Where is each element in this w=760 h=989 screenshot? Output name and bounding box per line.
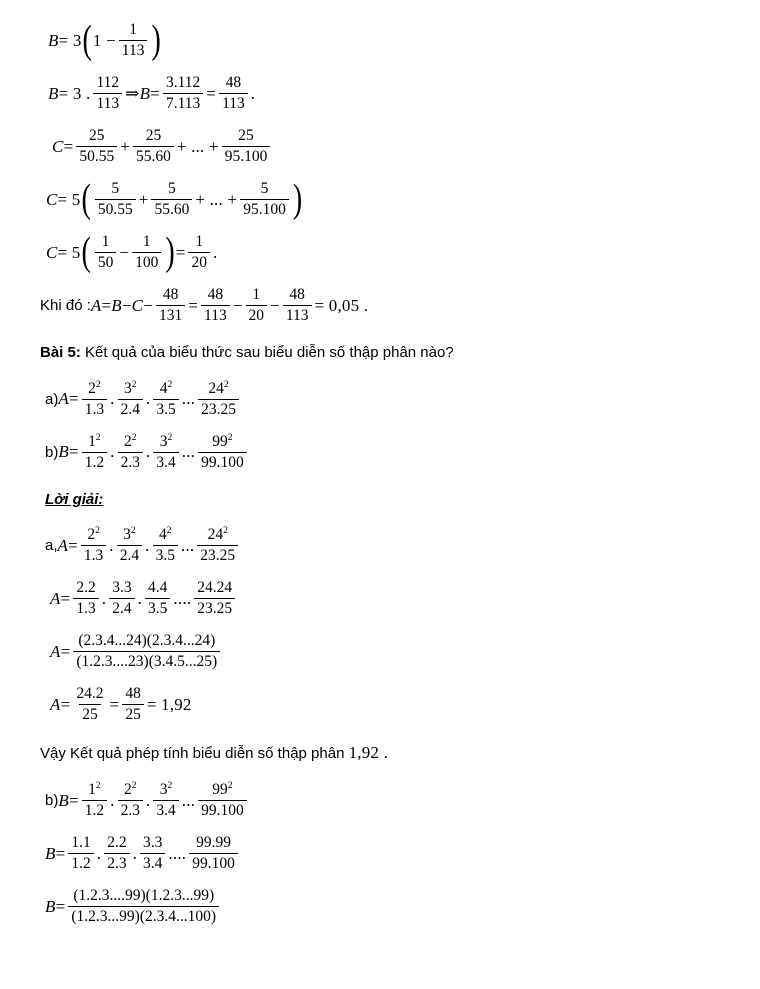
text-run: .	[145, 389, 151, 409]
text-run: =	[109, 694, 120, 714]
fraction-denominator: 3.4	[153, 800, 178, 821]
text-run: A	[50, 641, 61, 661]
solution-a-result	[40, 683, 730, 727]
fraction	[82, 781, 107, 820]
fraction-numerator: $3^2$	[123, 378, 137, 397]
text-run: −	[119, 242, 130, 262]
text-run: =	[101, 295, 112, 315]
fraction	[117, 526, 142, 565]
text-run: + ... +	[176, 136, 219, 156]
exponent: 2	[167, 431, 173, 443]
text-run: =	[68, 535, 78, 555]
exponent: 2	[223, 378, 229, 390]
exponent: 2	[131, 780, 137, 792]
text-run: C	[46, 242, 58, 262]
fraction-denominator: 95.100	[240, 199, 289, 220]
fraction	[240, 180, 289, 219]
fraction	[198, 781, 247, 820]
fraction-denominator: 3.5	[153, 545, 178, 566]
fraction	[68, 887, 219, 926]
fraction-numerator: 48	[225, 74, 242, 92]
text-run: =	[150, 83, 160, 103]
fraction	[95, 180, 136, 219]
text-run: B	[48, 30, 59, 50]
fraction	[82, 380, 107, 419]
exponent: 2	[95, 378, 101, 390]
fraction-numerator: 1	[195, 233, 204, 251]
fraction	[73, 579, 98, 618]
text-run: =	[188, 295, 199, 315]
fraction-denominator: 25	[79, 704, 101, 725]
fraction	[222, 127, 271, 166]
fraction-numerator: 1	[129, 21, 138, 39]
fraction-numerator: $24^2$	[208, 378, 229, 397]
formula-B-result	[40, 72, 730, 116]
fraction-numerator: (2.3.4...24)(2.3.4...24)	[78, 632, 216, 650]
formula-C-sum	[40, 125, 730, 169]
open-paren: (	[81, 229, 91, 275]
fraction-denominator: 131	[156, 305, 185, 326]
text-run: = 1,92	[146, 694, 192, 714]
fraction-denominator: 100	[132, 252, 161, 273]
fraction-numerator: 48	[207, 286, 224, 304]
exponent: 2	[227, 780, 233, 792]
fraction-denominator: 50.55	[95, 199, 136, 220]
fraction	[109, 579, 134, 618]
text-run: A	[50, 694, 61, 714]
text-run: =	[175, 242, 186, 262]
fraction-numerator: $99^2$	[212, 431, 233, 450]
fraction	[198, 380, 239, 419]
fraction-numerator: 5	[111, 180, 120, 198]
fraction-denominator: 23.25	[194, 598, 235, 619]
fraction-denominator: 1.3	[81, 545, 106, 566]
fraction	[93, 74, 122, 113]
text-run: .	[110, 791, 115, 811]
exponent: 2	[131, 378, 137, 390]
fraction	[219, 74, 248, 113]
fraction-numerator: 25	[145, 127, 162, 145]
text-run: =	[206, 83, 217, 103]
fraction-numerator: $1^2$	[88, 780, 101, 799]
problem-a	[40, 378, 730, 422]
fraction-numerator: 4.4	[148, 579, 168, 597]
fraction	[151, 180, 192, 219]
fraction-numerator: 24.24	[197, 579, 233, 597]
text-run: +	[120, 136, 131, 156]
text-run: a,	[45, 537, 58, 555]
fraction	[81, 526, 106, 565]
fraction-denominator: 1.3	[82, 399, 107, 420]
fraction-denominator: 23.25	[197, 545, 238, 566]
fraction-numerator: 99.99	[196, 834, 231, 852]
text-run: +	[138, 189, 149, 209]
text-run: =	[63, 136, 74, 156]
fraction-numerator: 3.3	[112, 579, 132, 597]
close-paren: )	[151, 17, 161, 63]
fraction-denominator: 55.60	[133, 146, 174, 167]
fraction-numerator: $2^2$	[88, 378, 101, 397]
text-run: .	[101, 588, 107, 608]
fraction	[153, 781, 178, 820]
fraction-denominator: 99.100	[189, 853, 238, 874]
text-run: .	[145, 442, 151, 462]
fraction-denominator: 3.4	[153, 452, 178, 473]
fraction-denominator: 2.4	[109, 598, 134, 619]
fraction-denominator: 50.55	[76, 146, 117, 167]
fraction	[118, 380, 143, 419]
fraction	[246, 286, 268, 325]
fraction-numerator: 5	[260, 180, 269, 198]
text-run: .	[145, 535, 150, 555]
text-run: C	[52, 136, 64, 156]
fraction-denominator: 2.3	[104, 853, 129, 874]
fraction-numerator: 5	[168, 180, 176, 198]
text-run: =	[60, 694, 71, 714]
text-run: B	[111, 295, 122, 315]
text-run: = 5	[57, 189, 81, 209]
fraction	[82, 433, 107, 472]
fraction-denominator: 25	[122, 704, 144, 725]
fraction	[122, 685, 144, 724]
text-run: B	[58, 791, 69, 811]
text-run: 1 −	[92, 30, 116, 50]
text-run: ...	[181, 389, 196, 409]
fraction-numerator: $4^2$	[159, 378, 173, 397]
fraction	[118, 433, 143, 472]
text-run: ...	[181, 791, 196, 811]
fraction-denominator: 23.25	[198, 399, 239, 420]
fraction	[133, 127, 174, 166]
text-run: .	[110, 389, 115, 409]
fraction	[140, 834, 165, 873]
text-run: Khi đó :	[40, 297, 91, 315]
text-run: −	[270, 295, 280, 315]
fraction-denominator: 2.4	[118, 399, 143, 420]
fraction	[145, 579, 170, 618]
fraction-numerator: $4^2$	[158, 525, 172, 544]
text-run: B	[48, 83, 59, 103]
text-run: .	[137, 588, 143, 608]
text-run: ...	[181, 442, 196, 462]
fraction	[201, 286, 230, 325]
fraction-denominator: 2.3	[118, 452, 143, 473]
fraction-numerator: 25	[89, 127, 105, 145]
fraction	[68, 834, 93, 873]
document-body	[40, 19, 730, 929]
fraction-denominator: 1.2	[82, 800, 107, 821]
fraction	[153, 526, 178, 565]
fraction-numerator: 112	[96, 74, 120, 92]
text-run: .	[132, 844, 138, 864]
fraction-denominator: 113	[283, 305, 312, 326]
fraction	[189, 834, 238, 873]
text-run: B	[139, 83, 151, 103]
text-run: =	[68, 389, 79, 409]
fraction-numerator: 48	[289, 286, 305, 304]
fraction	[197, 526, 238, 565]
text-run: =	[60, 641, 71, 661]
text-run: B	[45, 897, 56, 917]
fraction-denominator: 2.3	[118, 800, 143, 821]
text-run: A	[57, 535, 69, 555]
fraction-numerator: 48	[162, 286, 179, 304]
fraction-denominator: 113	[93, 93, 122, 114]
text-run: =	[55, 844, 66, 864]
text-run: =	[55, 897, 66, 917]
text-run: −	[232, 295, 243, 315]
fraction-numerator: (1.2.3....99)(1.2.3...99)	[73, 887, 215, 905]
exponent: 2	[130, 525, 136, 537]
exponent: 2	[167, 780, 173, 792]
solution-b-step2	[40, 832, 730, 876]
text-run: .	[109, 535, 114, 555]
fraction-numerator: $3^2$	[159, 431, 173, 450]
fraction-denominator: 55.60	[151, 199, 192, 220]
exponent: 2	[95, 780, 101, 792]
text-run: .	[96, 844, 102, 864]
fraction	[76, 127, 117, 166]
solution-a-step1	[40, 524, 730, 568]
exponent: 2	[131, 431, 137, 443]
fraction-numerator: 1.1	[71, 834, 91, 852]
fraction-denominator: 20	[188, 252, 210, 273]
fraction-denominator: 113	[119, 40, 148, 61]
fraction-denominator: 99.100	[198, 452, 247, 473]
fraction-denominator: (1.2.3....23)(3.4.5...25)	[73, 651, 220, 672]
text-run: Kết quả của biểu thức sau biểu diễn số thập phân nào?	[85, 344, 454, 361]
text-run: ....	[173, 588, 192, 608]
fraction	[198, 433, 247, 472]
fraction-denominator: 1.3	[73, 598, 98, 619]
exponent: 2	[166, 525, 172, 537]
fraction-numerator: $3^2$	[159, 780, 173, 799]
text-run: = 0,05 .	[314, 295, 369, 315]
exponent: 2	[167, 378, 173, 390]
text-run: .	[145, 791, 151, 811]
fraction-denominator: 95.100	[222, 146, 271, 167]
fraction	[188, 233, 210, 272]
fraction-numerator: $2^2$	[87, 525, 100, 544]
exponent: 2	[227, 431, 233, 443]
fraction-numerator: 3.3	[143, 834, 163, 852]
fraction-numerator: $3^2$	[123, 525, 136, 544]
exponent: 2	[223, 525, 228, 537]
text-run: B	[58, 442, 69, 462]
fraction-numerator: 48	[125, 685, 141, 703]
fraction	[119, 21, 148, 60]
fraction-numerator: 3.112	[165, 74, 201, 92]
fraction-numerator: 24.2	[76, 685, 104, 703]
fraction	[73, 632, 220, 671]
bai5-heading	[40, 343, 730, 363]
fraction	[104, 834, 129, 873]
formula-C-factored	[40, 178, 730, 222]
formula-B-definition	[40, 19, 730, 63]
text-run: Vậy Kết quả phép tính biểu diễn số thập phân	[40, 745, 349, 762]
text-run: = 3 .	[58, 83, 91, 103]
fraction-denominator: 50	[95, 252, 117, 273]
text-run: A	[58, 389, 69, 409]
solution-a-step3	[40, 630, 730, 674]
fraction-numerator: 1	[142, 233, 151, 251]
fraction	[283, 286, 312, 325]
fraction-numerator: $24^2$	[207, 525, 228, 544]
text-run: ⇒	[125, 83, 140, 103]
fraction-numerator: $2^2$	[123, 431, 137, 450]
text-run: a)	[45, 390, 59, 408]
fraction-denominator: (1.2.3...99)(2.3.4...100)	[68, 906, 219, 927]
fraction-numerator: 25	[238, 127, 254, 145]
exponent: 2	[95, 525, 100, 537]
open-paren: (	[82, 17, 92, 63]
text-run: Lời giải:	[45, 490, 104, 508]
fraction-denominator: 2.4	[117, 545, 142, 566]
fraction-denominator: 7.113	[163, 93, 203, 114]
fraction	[156, 286, 185, 325]
fraction	[194, 579, 235, 618]
text-run: C	[131, 295, 144, 315]
open-paren: (	[81, 176, 91, 222]
fraction-denominator: 3.5	[145, 598, 170, 619]
fraction	[153, 433, 178, 472]
fraction-numerator: 1	[101, 233, 110, 251]
fraction-denominator: 1.2	[82, 452, 107, 473]
solution-b-step1	[40, 779, 730, 823]
solution-b-step3	[40, 885, 730, 929]
problem-b	[40, 431, 730, 475]
text-run: ....	[168, 844, 187, 864]
text-run: ...	[180, 535, 195, 555]
khi-do-conclusion	[40, 284, 730, 328]
text-run: 1,92 .	[348, 743, 389, 762]
formula-C-result	[40, 231, 730, 275]
text-run: .	[212, 242, 218, 262]
fraction-numerator: $99^2$	[212, 780, 233, 799]
fraction	[163, 74, 203, 113]
text-run: B	[45, 844, 56, 864]
text-run: + ... +	[195, 189, 238, 209]
text-run: −	[121, 295, 132, 315]
text-run: A	[50, 588, 61, 608]
text-run: =	[68, 791, 79, 811]
text-run: = 3	[58, 30, 82, 50]
fraction-denominator: 99.100	[198, 800, 247, 821]
text-run: A	[90, 295, 102, 315]
close-paren: )	[292, 176, 303, 222]
fraction-denominator: 3.4	[140, 853, 165, 874]
fraction	[153, 380, 178, 419]
fraction-numerator: 2.2	[76, 579, 96, 597]
conclusion-a	[40, 742, 730, 764]
fraction-denominator: 20	[246, 305, 268, 326]
exponent: 2	[95, 431, 101, 443]
fraction-numerator: $2^2$	[123, 780, 137, 799]
text-run: .	[250, 83, 256, 103]
fraction-denominator: 3.5	[153, 399, 178, 420]
fraction-denominator: 1.2	[68, 853, 93, 874]
fraction-numerator: $1^2$	[88, 431, 101, 450]
text-run: =	[68, 442, 79, 462]
fraction	[118, 781, 143, 820]
solution-a-step2	[40, 577, 730, 621]
text-run: C	[46, 189, 58, 209]
text-run: Bài 5:	[40, 344, 86, 361]
close-paren: )	[165, 229, 175, 275]
text-run: b)	[45, 792, 59, 810]
text-run: −	[143, 295, 153, 315]
fraction-denominator: 113	[219, 93, 248, 114]
loi-giai-heading	[40, 490, 730, 510]
text-run: =	[60, 588, 71, 608]
text-run: = 5	[57, 242, 81, 262]
fraction	[132, 233, 161, 272]
fraction-numerator: 1	[252, 286, 261, 304]
fraction-numerator: 2.2	[107, 834, 127, 852]
fraction-denominator: 113	[201, 305, 230, 326]
text-run: .	[110, 442, 115, 462]
text-run: b)	[45, 443, 59, 461]
fraction	[95, 233, 117, 272]
fraction	[73, 685, 106, 724]
